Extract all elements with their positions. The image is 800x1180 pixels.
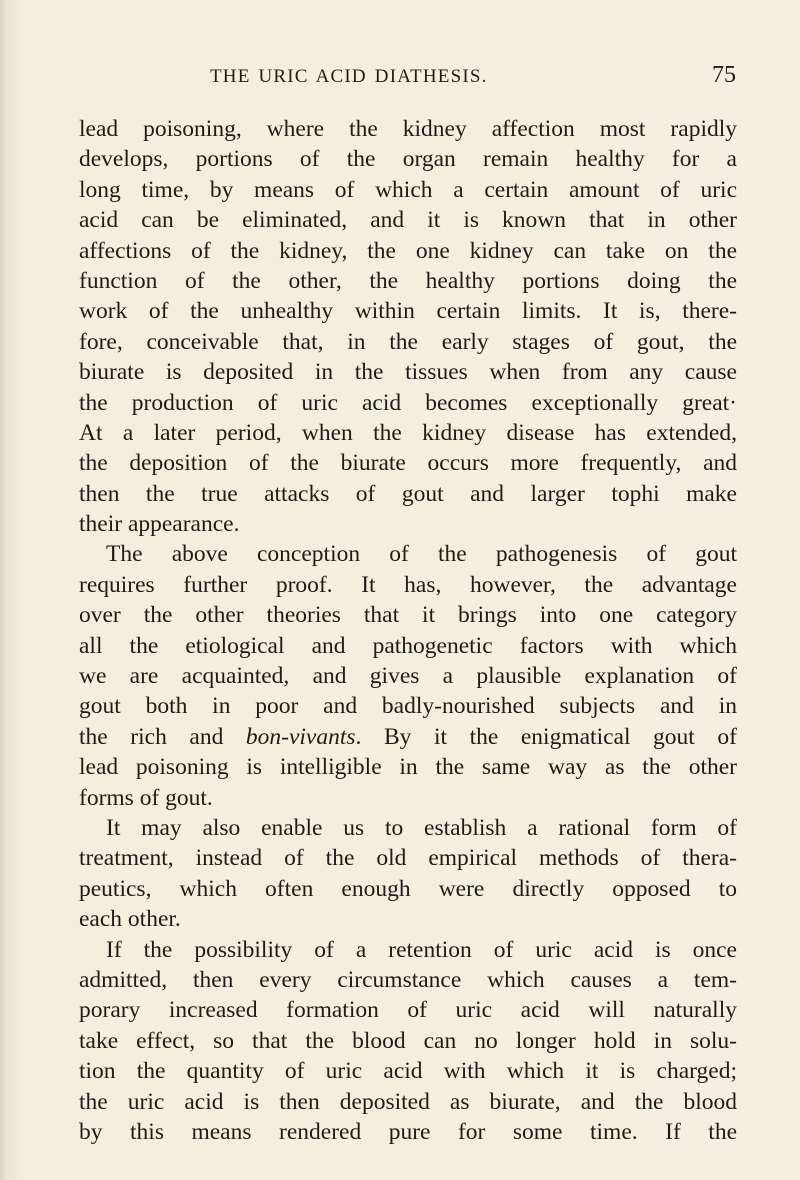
text-segment: the rich and xyxy=(79,723,246,750)
text-line xyxy=(79,722,737,752)
text-line: At a later period, when the kidney disease has extended, xyxy=(79,419,737,446)
text-line: we are acquainted, and gives a plausible explanation of xyxy=(79,663,737,690)
text-line: function of the other, the healthy portions doing the xyxy=(79,267,737,294)
text-line: the uric acid is then deposited as biurate, and the blood xyxy=(79,1088,737,1115)
text-line: the deposition of the biurate occurs more frequently, and xyxy=(79,450,737,477)
text-line: the production of uric acid becomes exceptionally great· xyxy=(79,389,737,416)
text-line: take effect, so that the blood can no longer hold in solu- xyxy=(79,1027,737,1054)
text-line: long time, by means of which a certain amount of uric xyxy=(79,176,737,203)
text-line: all the etiological and pathogenetic factors with which xyxy=(79,632,737,659)
page-header xyxy=(140,62,736,102)
italic-term: bon-vivants xyxy=(245,723,356,750)
text-line: over the other theories that it brings into one category xyxy=(79,602,737,629)
text-line: admitted, then every circumstance which causes a tem- xyxy=(79,966,737,993)
body-text xyxy=(79,114,737,1147)
text-line: lead poisoning, where the kidney affection most rapidly xyxy=(79,116,737,142)
text-line: forms of gout. xyxy=(79,784,213,811)
text-line: develops, portions of the organ remain healthy for a xyxy=(79,146,737,173)
text-line: It may also enable us to establish a rational form of xyxy=(106,814,737,841)
text-line: biurate is deposited in the tissues when from any cause xyxy=(79,359,737,386)
text-segment: . By it the enigmatical gout of xyxy=(355,723,737,750)
text-line: lead poisoning is intelligible in the same way as the other xyxy=(79,754,737,781)
text-line: peutics, which often enough were directly opposed to xyxy=(79,875,737,902)
text-line: then the true attacks of gout and larger tophi make xyxy=(79,480,737,507)
text-line: If the possibility of a retention of uric acid is once xyxy=(106,936,737,963)
text-line: porary increased formation of uric acid will naturally xyxy=(79,997,737,1024)
text-line: gout both in poor and badly-nourished subjects and in xyxy=(79,693,737,720)
text-line: acid can be eliminated, and it is known that in other xyxy=(79,207,737,234)
text-line: affections of the kidney, the one kidney can take on the xyxy=(79,237,737,264)
text-line: The above conception of the pathogenesis of gout xyxy=(106,541,737,568)
text-line: by this means rendered pure for some time. If the xyxy=(79,1118,737,1145)
text-line: work of the unhealthy within certain limits. It is, there- xyxy=(79,298,737,325)
text-line: each other. xyxy=(79,906,181,933)
text-line: tion the quantity of uric acid with which it is charged; xyxy=(79,1058,737,1085)
text-line: treatment, instead of the old empirical methods of thera- xyxy=(79,845,737,872)
running-title: THE URIC ACID DIATHESIS. xyxy=(210,66,488,87)
text-line: their appearance. xyxy=(79,511,240,538)
text-line: requires further proof. It has, however, the advantage xyxy=(79,571,737,598)
text-line: fore, conceivable that, in the early stages of gout, the xyxy=(79,328,737,355)
page-number: 75 xyxy=(712,62,736,88)
